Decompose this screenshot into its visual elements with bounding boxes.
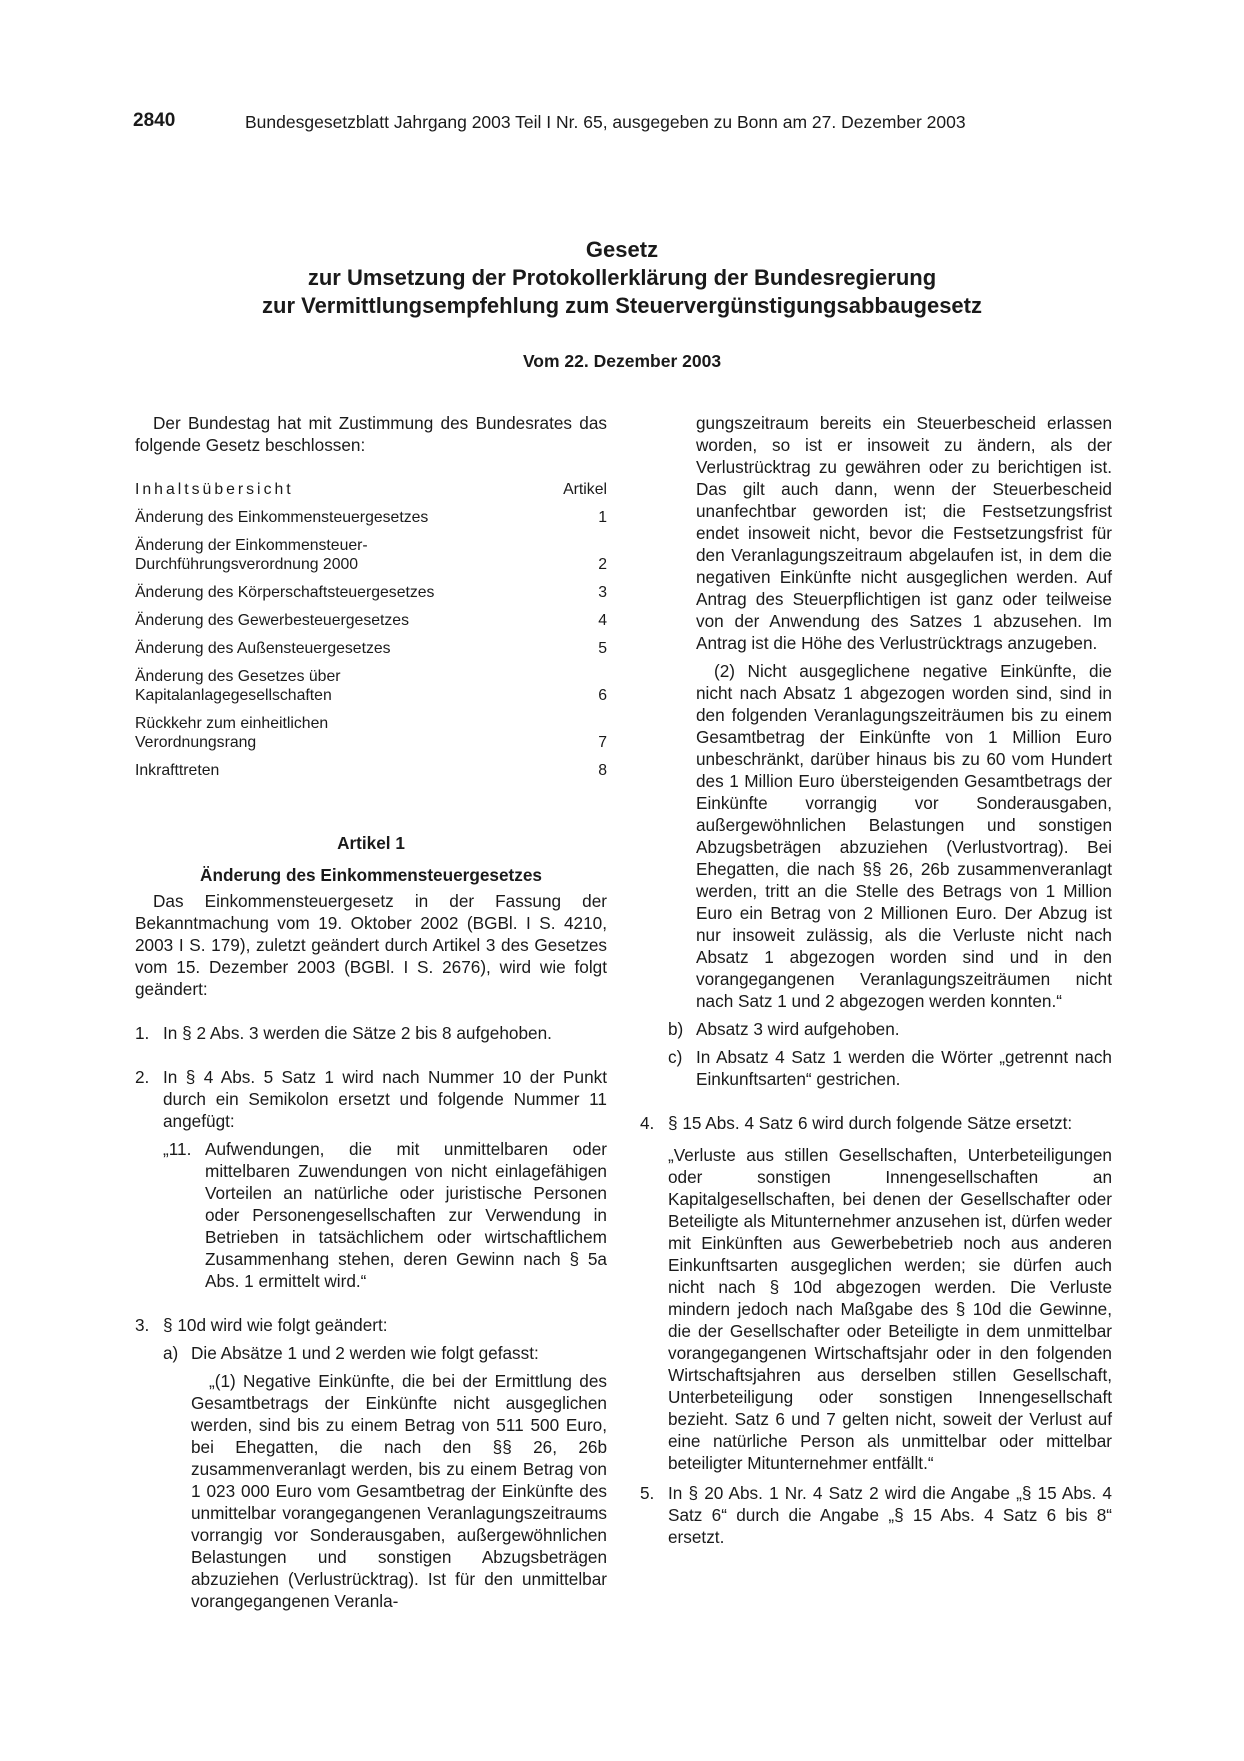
article-intro: Das Einkommensteuergesetz in der Fassung der Bekanntmachung vom 19. Oktober 2002 (BGBl. I S. 4210, 2003 I S. 179), zuletzt geändert durch Artikel 3 des Gesetzes vom 15. Dezember 2003 (BGBl. I S. 2676), wird wie folgt geändert: [135, 891, 607, 999]
toc-row [135, 536, 607, 574]
item-number: 5. [640, 1483, 655, 1503]
toc-row-text: Änderung des Gesetzes über Kapitalanlagegesellschaften [135, 668, 341, 704]
toc-row-text: Inkrafttreten [135, 762, 220, 779]
list-item [640, 1112, 1112, 1134]
left-column [135, 412, 607, 1612]
item-number: 2. [135, 1067, 150, 1087]
item-number: b) [668, 1019, 684, 1039]
list-item [135, 1022, 607, 1044]
item-text: Absatz 3 wird aufgehoben. [696, 1019, 900, 1039]
toc-heading [135, 480, 607, 499]
list-subitem [640, 1046, 1112, 1090]
toc-heading-article: Artikel [563, 481, 607, 498]
toc-row [135, 583, 607, 602]
preamble: Der Bundestag hat mit Zustimmung des Bundesrates das folgende Gesetz beschlossen: [135, 413, 607, 455]
page-number: 2840 [133, 110, 176, 131]
item-text: § 15 Abs. 4 Satz 6 wird durch folgende Sätze ersetzt: [668, 1113, 1073, 1133]
item-number: 4. [640, 1113, 655, 1133]
toc-row-text: Änderung des Außensteuergesetzes [135, 640, 391, 657]
toc-row-number: 2 [598, 556, 607, 573]
item-number: 1. [135, 1023, 150, 1043]
item-number: „11. [163, 1139, 192, 1159]
list-item [135, 1314, 607, 1336]
toc-row-number: 4 [598, 612, 607, 629]
toc-row-text: Rückkehr zum einheitlichen Verordnungsrang [135, 715, 329, 751]
list-item [135, 1066, 607, 1132]
item-text: In § 2 Abs. 3 werden die Sätze 2 bis 8 aufgehoben. [163, 1023, 552, 1043]
item-text: In § 20 Abs. 1 Nr. 4 Satz 2 wird die Angabe „§ 15 Abs. 4 Satz 6“ durch die Angabe „§ 15 Abs. 4 Satz 6 bis 8“ ersetzt. [668, 1483, 1112, 1547]
toc-row [135, 761, 607, 780]
quoted-paragraph: (2) Nicht ausgeglichene negative Einkünfte, die nicht nach Absatz 1 abgezogen worden sind, sind in den folgenden Veranlagungszeiträumen bis zu einem Gesamtbetrag der Einkünfte von 1 Million Euro unbeschränkt, darüber hinaus bis zu 60 vom Hundert des 1 Million Euro übersteigenden Gesamtbetrags der Einkünfte vorrangig vor Sonderausgaben, außergewöhnlichen Belastungen und sonstigen Abzugsbeträgen abzuziehen (Verlustvortrag). Bei Ehegatten, die nach §§ 26, 26b zusammenveranlagt werden, tritt an die Stelle des Betrags von 1 Million Euro ein Betrag von 2 Millionen Euro. Der Abzug ist nur insoweit zulässig, als die Verluste nicht nach Absatz 1 abgezogen worden sind und in den vorangegangenen Veranlagungszeiträumen nicht nach Satz 1 und 2 abgezogen werden konnten.“ [696, 661, 1112, 1011]
item-text: In § 4 Abs. 5 Satz 1 wird nach Nummer 10 der Punkt durch ein Semikolon ersetzt und folgende Nummer 11 angefügt: [163, 1067, 607, 1131]
toc-row-number: 1 [598, 509, 607, 526]
item-number: a) [163, 1343, 179, 1363]
toc-row-text: Änderung des Einkommensteuergesetzes [135, 509, 429, 526]
item-text: Die Absätze 1 und 2 werden wie folgt gefasst: [191, 1343, 539, 1363]
title-line-3: zur Vermittlungsempfehlung zum Steuervergünstigungsabbaugesetz [262, 293, 982, 318]
toc-row [135, 508, 607, 527]
right-column [640, 412, 1112, 1548]
item-text: In Absatz 4 Satz 1 werden die Wörter „getrennt nach Einkunftsarten“ gestrichen. [696, 1047, 1112, 1089]
toc-row-number: 5 [598, 640, 607, 657]
article-label: Artikel 1 [337, 833, 405, 853]
toc-row-number: 3 [598, 584, 607, 601]
toc-heading-label: Inhaltsübersicht [135, 481, 294, 498]
quoted-provision [135, 1138, 607, 1292]
toc-row [135, 714, 607, 752]
item-number: c) [668, 1047, 683, 1067]
title-line-1: Gesetz [585, 237, 659, 262]
law-date: Vom 22. Dezember 2003 [522, 351, 722, 371]
toc-row-text: Änderung des Gewerbesteuergesetzes [135, 612, 409, 629]
list-subitem [640, 1018, 1112, 1040]
toc-row [135, 611, 607, 630]
toc-row [135, 667, 607, 705]
running-header: Bundesgesetzblatt Jahrgang 2003 Teil I Nr. 65, ausgegeben zu Bonn am 27. Dezember 2003 [245, 112, 966, 132]
toc-row [135, 639, 607, 658]
item-text: Aufwendungen, die mit unmittelbaren oder mittelbaren Zuwendungen von nicht einlagefähigen Vorteilen an natürliche oder juristische Personen oder Personengesellschaften zur Verwendung in Betrieben in tatsächlichem oder wirtschaftlichem Zusammenhang stehen, deren Gewinn nach § 5a Abs. 1 ermittelt wird.“ [205, 1139, 607, 1291]
table-of-contents [135, 480, 607, 780]
list-subitem [135, 1342, 607, 1364]
list-item [640, 1482, 1112, 1548]
item-number: 3. [135, 1315, 150, 1335]
toc-row-text: Änderung der Einkommensteuer-Durchführungsverordnung 2000 [135, 537, 368, 573]
quoted-paragraph-continued: gungszeitraum bereits ein Steuerbescheid erlassen worden, so ist er insoweit zu ändern, als der Verlustrücktrag zu gewähren oder zu berichtigen ist. Das gilt auch dann, wenn der Steuerbescheid unanfechtbar geworden ist; die Festsetzungsfrist endet insoweit nicht, bevor die Festsetzungsfrist für den Veranlagungszeitraum abgelaufen ist, in dem die negativen Einkünfte nicht ausgeglichen werden. Auf Antrag des Steuerpflichtigen ist ganz oder teilweise von der Anwendung des Satzes 1 abzusehen. Im Antrag ist die Höhe des Verlustrücktrags anzugeben. [696, 413, 1112, 653]
item-text: § 10d wird wie folgt geändert: [163, 1315, 388, 1335]
toc-row-number: 8 [598, 762, 607, 779]
toc-row-number: 6 [598, 687, 607, 704]
toc-row-text: Änderung des Körperschaftsteuergesetzes [135, 584, 435, 601]
title-line-2: zur Umsetzung der Protokollerklärung der Bundesregierung [307, 265, 937, 290]
quoted-paragraph: „(1) Negative Einkünfte, die bei der Ermittlung des Gesamtbetrags der Einkünfte nicht ausgeglichen werden, sind bis zu einem Betrag von 511 500 Euro, bei Ehegatten, die nach den §§ 26, 26b zusammenveranlagt werden, bis zu einem Betrag von 1 023 000 Euro vom Gesamtbetrag der Einkünfte des unmittelbar vorangegangenen Veranlagungszeitraums vorrangig vor Sonderausgaben, außergewöhnlichen Belastungen und sonstigen Abzugsbeträgen abzuziehen (Verlustrücktrag). Ist für den unmittelbar vorangegangenen Veranla- [191, 1371, 607, 1611]
article-title: Änderung des Einkommensteuergesetzes [200, 865, 542, 885]
law-title [0, 236, 1244, 320]
quoted-paragraph: „Verluste aus stillen Gesellschaften, Unterbeteiligungen oder sonstigen Innengesellschaften an Kapitalgesellschaften, bei denen der Gesellschafter oder Beteiligte als Mitunternehmer anzusehen ist, dürfen weder mit Einkünften aus Gewerbebetrieb noch aus anderen Einkunftsarten ausgeglichen werden; sie dürfen auch nicht nach § 10d abgezogen werden. Die Verluste mindern jedoch nach Maßgabe des § 10d die Gewinne, die der Gesellschafter oder Beteiligte in dem unmittelbar vorangegangenen Wirtschaftsjahr oder in den folgenden Wirtschaftsjahren aus derselben stillen Gesellschaft, Unterbeteiligung oder sonstigen Innengesellschaft bezieht. Satz 6 und 7 gelten nicht, soweit der Verlust auf eine natürliche Person als unmittelbar oder mittelbar beteiligter Mitunternehmer entfällt.“ [668, 1145, 1112, 1473]
toc-row-number: 7 [598, 734, 607, 751]
